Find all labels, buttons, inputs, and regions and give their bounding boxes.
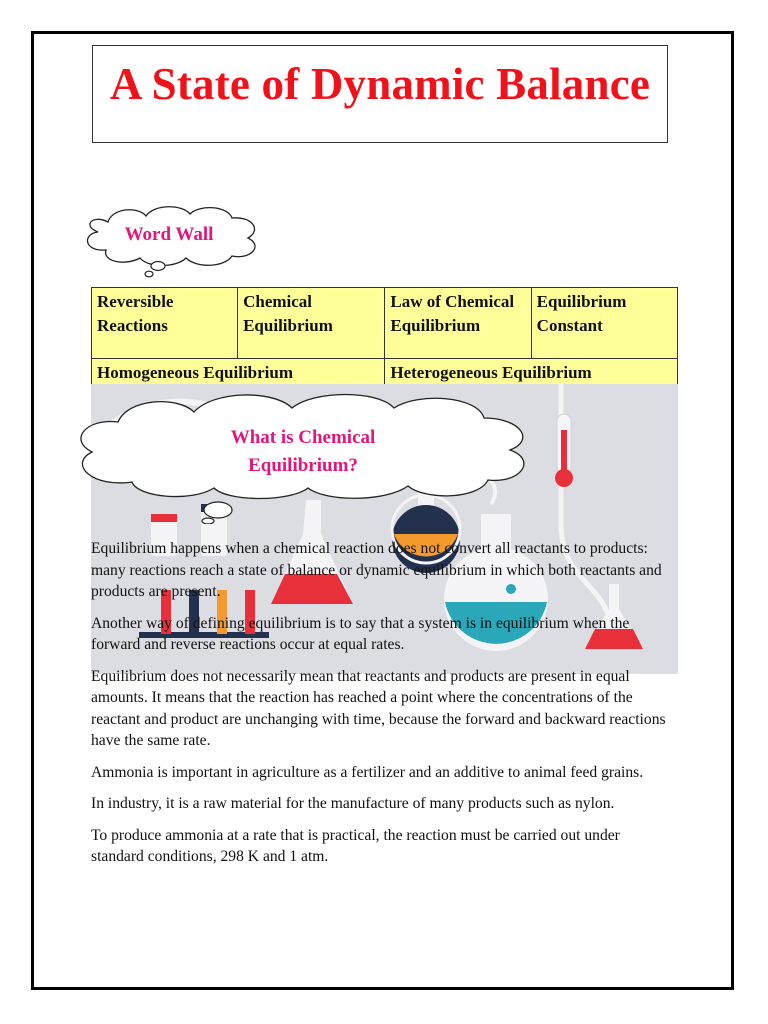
title-box (92, 45, 668, 143)
table-row (92, 288, 678, 359)
term-cell: Chemical Equilibrium (238, 288, 385, 359)
term-cell: Reversible Reactions (92, 288, 238, 359)
paragraph: Ammonia is important in agriculture as a fertilizer and an additive to animal feed grains. (91, 763, 644, 781)
paragraph: Equilibrium does not necessarily mean that reactants and products are present in equal amounts. It means that the reaction has reached a point where the concentrations of the reactant and product are unchanging with time, because the forward and backward reactions have the same rate. (91, 667, 666, 749)
question-cloud (68, 384, 538, 524)
term-cell: Law of Chemical Equilibrium (385, 288, 531, 359)
word-wall-cloud (78, 200, 268, 278)
paragraph: Equilibrium happens when a chemical reaction does not convert all reactants to products: many reactions reach a state of balance or dynamic equilibrium in which both reactants and products are present. (91, 540, 662, 600)
term-cell: Equilibrium Constant (531, 288, 677, 359)
paragraph: To produce ammonia at a rate that is practical, the reaction must be carried out under standard conditions, 298 K and 1 atm. (91, 826, 620, 865)
word-wall-label: Word Wall (124, 224, 214, 245)
page-title: A State of Dynamic Balance (109, 59, 651, 109)
body-text (91, 538, 676, 878)
question-line-1: What is Chemical (230, 427, 376, 448)
term-cell: Homogeneous Equilibrium (92, 359, 385, 388)
question-line-2: Equilibrium? (248, 455, 358, 476)
word-wall-table (91, 287, 678, 388)
paragraph: In industry, it is a raw material for the manufacture of many products such as nylon. (91, 795, 615, 812)
paragraph: Another way of defining equilibrium is to say that a system is in equilibrium when the forward and reverse reactions occur at equal rates. (91, 614, 630, 653)
term-cell: Heterogeneous Equilibrium (385, 359, 678, 388)
question-text (68, 424, 538, 480)
